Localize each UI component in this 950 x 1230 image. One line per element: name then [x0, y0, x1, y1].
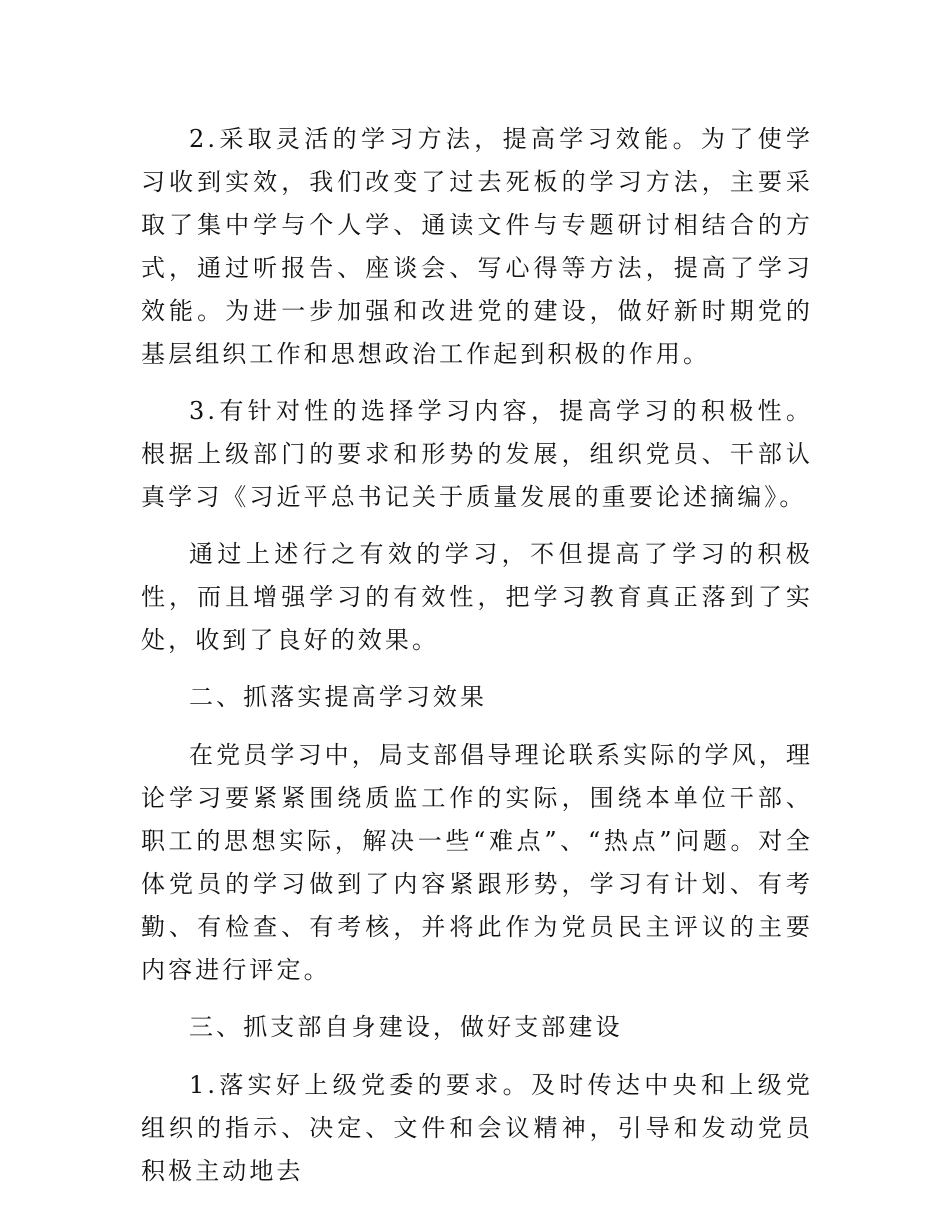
- section-heading-two: 二、抓落实提高学习效果: [189, 683, 488, 711]
- paragraph-party-study: 在党员学习中，局支部倡导理论联系实际的学风，理论学习要紧紧围绕质监工作的实际，围绕本单位干部、职工的思想实际，解决一些“难点”、“热点”问题。对全体党员的学习做到了内容紧跟形势，学习有计划、有考勤、有检查、有考核，并将此作为党员民主评议的主要内容进行评定。: [141, 741, 813, 984]
- paragraph-implement-requirements: 1.落实好上级党委的要求。及时传达中央和上级党组织的指示、决定、文件和会议精神，引导和发动党员积极主动地去: [141, 1071, 813, 1185]
- paragraph-study-content: 3.有针对性的选择学习内容，提高学习的积极性。根据上级部门的要求和形势的发展，组织党员、干部认真学习《习近平总书记关于质量发展的重要论述摘编》。: [141, 397, 813, 511]
- paragraph-study-method: 2.采取灵活的学习方法，提高学习效能。为了使学习收到实效，我们改变了过去死板的学习方法，主要采取了集中学与个人学、通读文件与专题研讨相结合的方式，通过听报告、座谈会、写心得等方法，提高了学习效能。为进一步加强和改进党的建设，做好新时期党的基层组织工作和思想政治工作起到积极的作用。: [141, 125, 813, 368]
- paragraph-study-effect: 通过上述行之有效的学习，不但提高了学习的积极性，而且增强学习的有效性，把学习教育真正落到了实处，收到了良好的效果。: [141, 540, 813, 654]
- document-body: [141, 118, 813, 1207]
- section-heading-three: 三、抓支部自身建设，做好支部建设: [189, 1013, 623, 1041]
